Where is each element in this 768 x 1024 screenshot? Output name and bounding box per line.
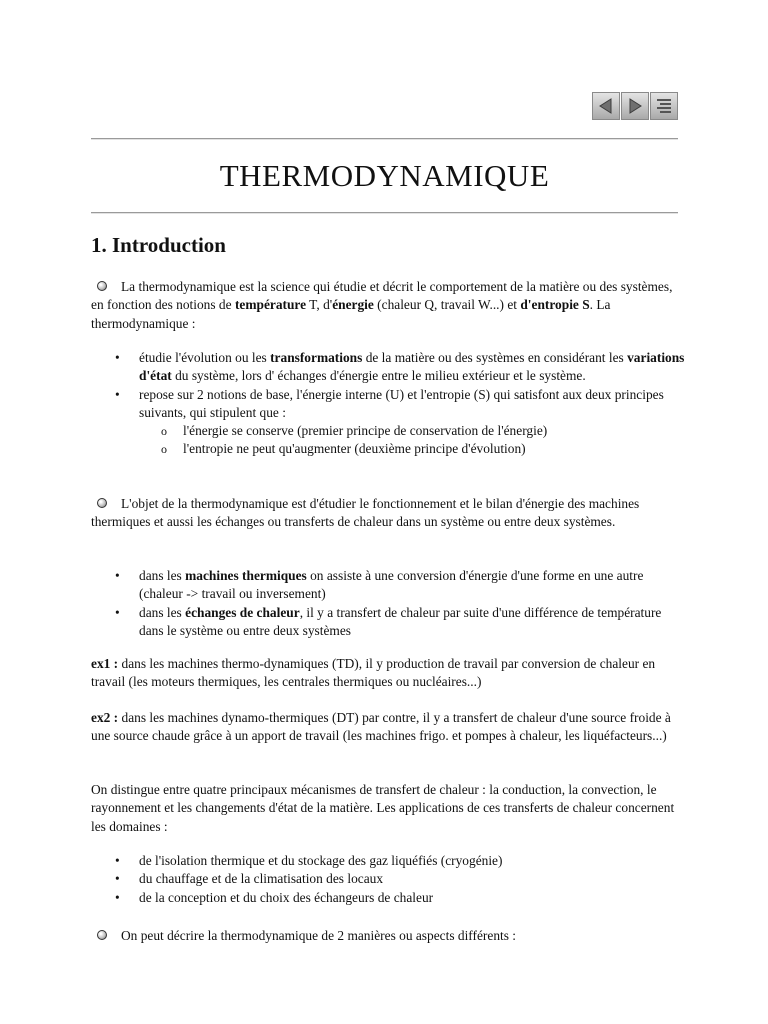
section-heading: 1. Introduction [91,233,226,257]
example-1: ex1 : dans les machines thermo-dynamiques (TD), il y production de travail par conversion de chaleur en travail (les moteurs thermiques, les centrales thermiques ou nucléaires...) [91,656,656,690]
list-item: • dans les échanges de chaleur, il y a transfert de chaleur par suite d'une différence de température dans le système ou entre deux systèmes [115,604,685,641]
machines-list [115,567,685,640]
paragraph-aspects: On peut décrire la thermodynamique de 2 manières ou aspects différents : [91,927,681,945]
list-item: • du chauffage et de la climatisation des locaux [115,870,685,888]
contents-button[interactable] [650,92,678,120]
circle-bullet-icon [97,930,107,940]
list-item: • étudie l'évolution ou les transformations de la matière ou des systèmes en considérant les variations d'état du système, lors d' échanges d'énergie entre le milieu extérieur et le système. [115,349,685,386]
sublist-item: o l'entropie ne peut qu'augmenter (deuxième principe d'évolution) [139,440,685,458]
list-item: • de l'isolation thermique et du stockage des gaz liquéfiés (cryogénie) [115,852,685,870]
prev-page-button[interactable] [592,92,620,120]
arrow-left-icon [596,96,616,116]
navigation-buttons [592,92,679,122]
thermo-properties-list [115,349,685,459]
title-rule [91,212,678,214]
circle-bullet-icon [97,281,107,291]
principles-sublist [139,422,685,459]
list-item: • de la conception et du choix des échangeurs de chaleur [115,889,685,907]
paragraph-definition: La thermodynamique est la science qui étudie et décrit le comportement de la matière ou des systèmes, en fonction des notions de température T, d'énergie (chaleur Q, travail W...) et d'entropie S. La thermodynamique : [91,279,673,331]
top-rule [91,138,678,140]
paragraph-objective: L'objet de la thermodynamique est d'étudier le fonctionnement et le bilan d'énergie des machines thermiques et aussi les échanges ou transferts de chaleur dans un système ou entre deux systèmes. [91,496,640,530]
next-page-button[interactable] [621,92,649,120]
arrow-right-icon [625,96,645,116]
menu-lines-icon [654,96,674,116]
paragraph-mechanisms: On distingue entre quatre principaux mécanismes de transfert de chaleur : la conduction, la convection, le rayonnement et les changements d'état de la matière. Les applications de ces transferts de chaleur concernent les domaines : [91,782,675,834]
example-2: ex2 : dans les machines dynamo-thermiques (DT) par contre, il y a transfert de chaleur d'une source froide à une source chaude grâce à un apport de travail (les machines frigo. et pompes à chaleur, les liquéfacteurs...) [91,710,671,744]
applications-list [115,852,685,907]
circle-bullet-icon [97,498,107,508]
list-item: • dans les machines thermiques on assiste à une conversion d'énergie d'une forme en une autre (chaleur -> travail ou inversement) [115,567,685,604]
sublist-item: o l'énergie se conserve (premier principe de conservation de l'énergie) [139,422,685,440]
list-item: • repose sur 2 notions de base, l'énergie interne (U) et l'entropie (S) qui satisfont aux deux principes suivants, qui stipulent que : o l'énergie se conserve (premier principe de conservation de l'énergie) o l'entropie ne peut qu'augmenter (deuxième principe d'évolution) [115,386,685,459]
page-title: THERMODYNAMIQUE [219,158,550,193]
